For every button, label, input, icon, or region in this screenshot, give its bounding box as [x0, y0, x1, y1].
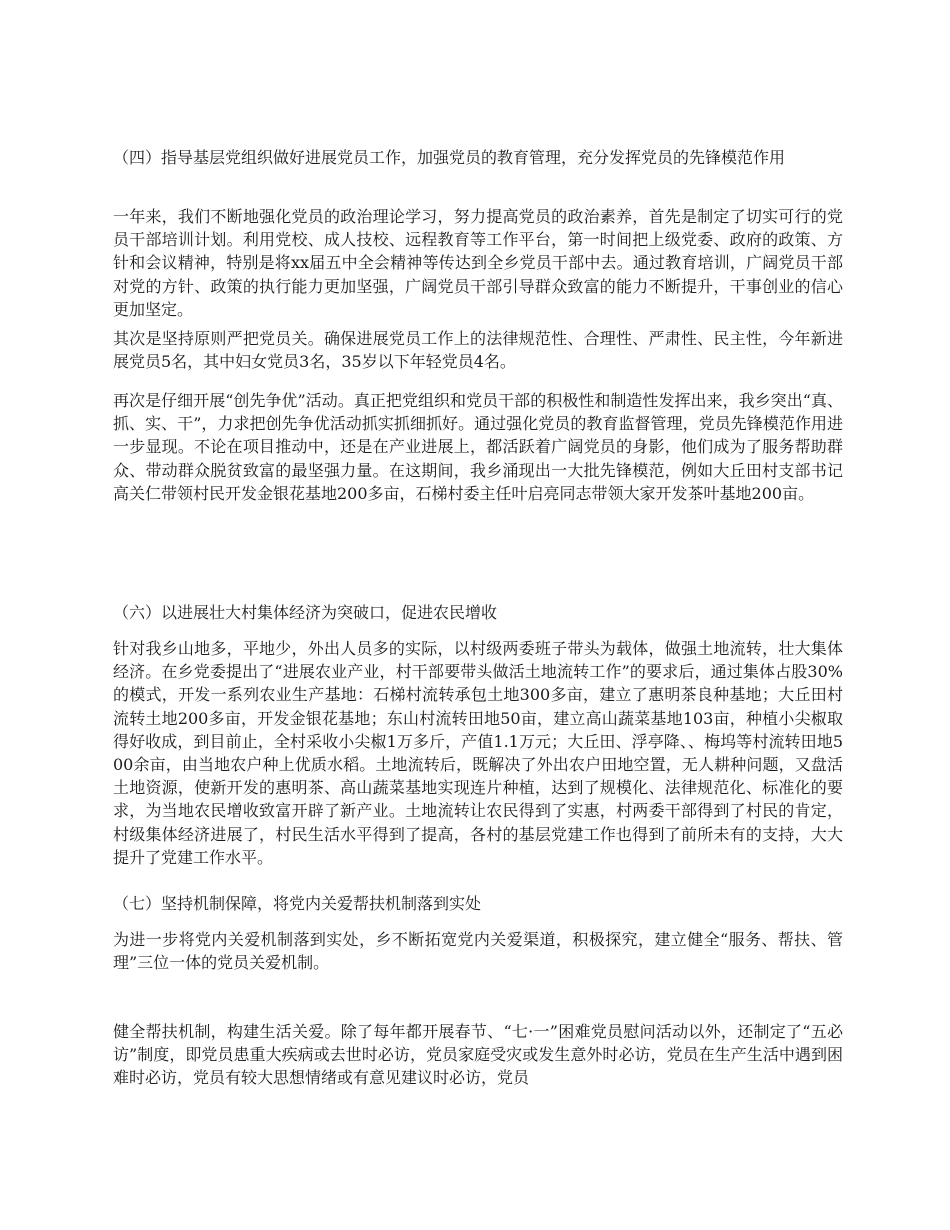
paragraph-assistance-mechanism: 健全帮扶机制，构建生活关爱。除了每年都开展春节、“七·一”困难党员慰问活动以外，还制定了“五必访”制度，即党员患重大疾病或去世时必访，党员家庭受灾或发生意外时必访，党员在生产生活中遇到困难时必访，党员有较大思想情绪或有意见建议时必访，党员	[113, 1022, 843, 1088]
section-heading-6: （六）以进展壮大村集体经济为突破口，促进农民增收	[113, 603, 498, 622]
paragraph-collective-economy: 针对我乡山地多，平地少，外出人员多的实际，以村级两委班子带头为载体，做强土地流转，壮大集体经济。在乡党委提出了“进展农业产业，村干部要带头做活土地流转工作”的要求后，通过集体占股30%的模式，开发一系列农业生产基地：石梯村流转承包土地300多亩，建立了惠明茶良种基地；大丘田村流转土地200多亩，开发金银花基地；东山村流转田地50亩，建立高山蔬菜基地103亩，种植小尖椒取得好收成，到目前止，全村采收小尖椒1万多斤，产值1.1万元；大丘田、浮亭降、、梅坞等村流转田地500余亩，由当地农户种上优质水稻。土地流转后，既解决了外出农户田地空置，无人耕种问题，又盘活土地资源，使新开发的惠明茶、高山蔬菜基地实现连片种植，达到了规模化、法律规范化、标准化的要求，为当地农民增收致富开辟了新产业。土地流转让农民得到了实惠，村两委干部得到了村民的肯定，村级集体经济进展了，村民生活水平得到了提高，各村的基层党建工作也得到了前所未有的支持，大大提升了党建工作水平。	[113, 639, 843, 867]
section-heading-7: （七）坚持机制保障，将党内关爱帮扶机制落到实处	[113, 894, 482, 913]
paragraph-excellence-campaign: 再次是仔细开展“创先争优”活动。真正把党组织和党员干部的积极性和制造性发挥出来，我乡突出“真、抓、实、干”，力求把创先争优活动抓实抓细抓好。通过强化党员的教育监督管理，党员先锋模范作用进一步显现。不论在项目推动中，还是在产业进展上，都活跃着广阔党员的身影，他们成为了服务帮助群众、带动群众脱贫致富的最坚强力量。在这期间，我乡涌现出一大批先锋模范，例如大丘田村支部书记高关仁带领村民开发金银花基地200多亩，石梯村委主任叶启亮同志带领大家开发茶叶基地200亩。	[113, 391, 843, 503]
paragraph-care-mechanism: 为进一步将党内关爱机制落到实处，乡不断拓宽党内关爱渠道，积极探究，建立健全“服务、帮扶、管理”三位一体的党员关爱机制。	[113, 930, 843, 973]
paragraph-party-education: 一年来，我们不断地强化党员的政治理论学习，努力提高党员的政治素养，首先是制定了切实可行的党员干部培训计划。利用党校、成人技校、远程教育等工作平台，第一时间把上级党委、政府的政策、方针和会议精神，特别是将xx届五中全会精神等传达到全乡党员干部中去。通过教育培训，广阔党员干部对党的方针、政策的执行能力更加坚强，广阔党员干部引导群众致富的能力不断提升，干事创业的信心更加坚定。	[113, 207, 843, 319]
paragraph-member-admission: 其次是坚持原则严把党员关。确保进展党员工作上的法律规范性、合理性、严肃性、民主性，今年新进展党员5名，其中妇女党员3名，35岁以下年轻党员4名。	[113, 329, 843, 372]
section-heading-4: （四）指导基层党组织做好进展党员工作，加强党员的教育管理，充分发挥党员的先锋模范作用	[113, 148, 786, 167]
